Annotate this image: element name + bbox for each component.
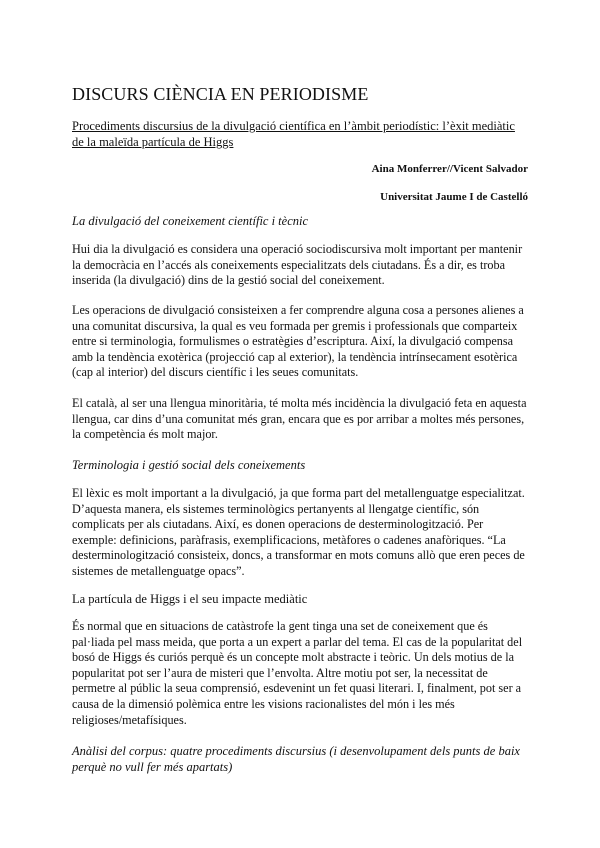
paragraph: És normal que en situacions de catàstrofe la gent tinga una set de coneixement que és pal·liada pel mass meida, que porta a un expert a parlar del tema. El cas de la popularitat del bosó de Higgs és curiós perquè és un concepte molt abstracte i teòric. Un dels motius de la popularitat pot ser l’aura de misteri que l’envolta. Altre motiu pot ser, la necessitat de permetre al públic la seua comprensió, esdevenint un fet quasi literari. I, finalment, pot ser a causa de la dimensió polèmica entre les visions racionalistes del món i les més religioses/metafísiques.	[72, 619, 523, 727]
author-line: Aina Monferrer//Vicent Salvador	[371, 163, 528, 175]
document-subtitle: Procediments discursius de la divulgació científica en l’àmbit periodístic: l’èxit mediàtic de la maleïda partícula de Higgs	[72, 119, 515, 149]
paragraph: Les operacions de divulgació consisteixen a fer comprendre alguna cosa a persones alienes a una comunitat discursiva, la qual es veu formada per gremis i professionals que comparteix entre si terminologia, formulismes o estratègies d’escriptura. Així, la divulgació compensa amb la tendència exotèrica (projecció cap al exterior), la tendència intrínsecament esotèrica (cap al interior) del discurs científic i les seues comunitats.	[72, 303, 524, 380]
paragraph: El català, al ser una llengua minoritària, té molta més incidència la divulgació feta en aquesta llengua, car dins d’una comunitat més gran, encara que es por arribar a moltes més persones, la competència és molt major.	[72, 396, 527, 442]
section-heading-higgs: La partícula de Higgs i el seu impacte mediàtic	[72, 592, 308, 606]
paragraph: Hui dia la divulgació es considera una operació sociodiscursiva molt important per mantenir la democràcia en l’accés als coneixements especialitzats dels ciutadans. És a dir, es troba inserida (la divulgació) dins de la gestió social del coneixement.	[72, 242, 523, 288]
paragraph: El lèxic es molt important a la divulgació, ja que forma part del metallenguatge especialitzat. D’aquesta manera, els sistemes terminològics pertanyents al llengatge científic, són complicats per als ciutadans. Així, es donen operacions de desterminologització. Per exemple: definicions, paràfrasis, exemplificacions, metàfores o cadenes anafòriques. “La desterminologització consisteix, doncs, a transformar en mots comuns allò que eren peces de sistemes de metallenguatge opacs”.	[72, 486, 525, 578]
affiliation-line: Universitat Jaume I de Castelló	[380, 191, 528, 203]
document-title: DISCURS CIÈNCIA EN PERIODISME	[72, 84, 369, 104]
section-heading-corpus: Anàlisi del corpus: quatre procediments discursius (i desenvolupament dels punts de baix perquè no vull fer més apartats)	[72, 744, 520, 774]
section-heading-terminologia: Terminologia i gestió social dels coneixements	[72, 458, 306, 472]
section-heading-divulgacio: La divulgació del coneixement científic i tècnic	[72, 214, 309, 228]
